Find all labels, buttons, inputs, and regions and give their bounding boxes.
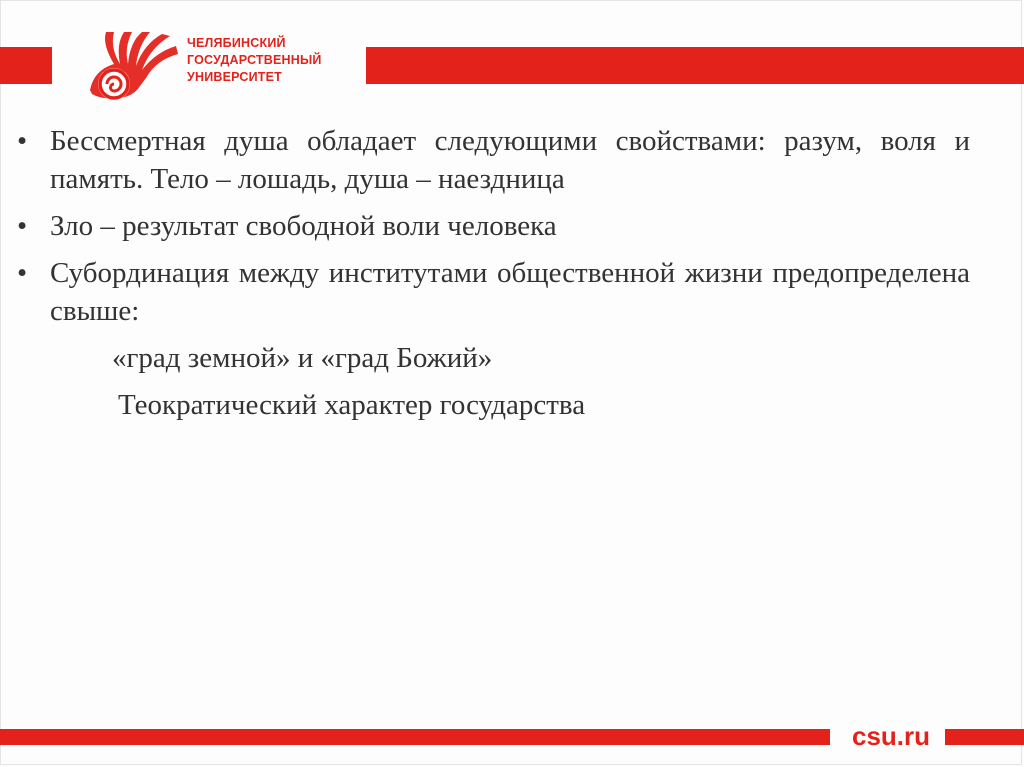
footer-bar-right (945, 729, 1024, 745)
university-name-line-3: УНИВЕРСИТЕТ (187, 70, 282, 84)
university-name (187, 35, 322, 86)
bullet-marker: • (17, 125, 28, 157)
bullet-marker: • (17, 257, 28, 289)
bullet-text: Бессмертная душа обладает следующими свойствами: разум, воля и память. Тело – лошадь, душа – наездница (50, 125, 970, 195)
slide-content (17, 122, 970, 433)
bullet-item (17, 122, 970, 198)
footer-site-link[interactable]: csu.ru (852, 721, 931, 751)
header-bar-left (0, 47, 52, 84)
bullet-marker: • (17, 210, 28, 242)
bullet-text: Субординация между институтами общественной жизни предопределена свыше: (50, 257, 970, 327)
bullet-text: Зло – результат свободной воли человека (50, 210, 557, 242)
footer-bar-left (0, 729, 830, 745)
university-name-line-2: ГОСУДАРСТВЕННЫЙ (187, 53, 322, 67)
spiral-shell-logo-icon (80, 30, 180, 102)
university-name-line-1: ЧЕЛЯБИНСКИЙ (187, 36, 286, 50)
bullet-item (17, 207, 970, 245)
sub-item: «град земной» и «град Божий» (112, 342, 493, 374)
bullet-item (17, 254, 970, 330)
header-bar-right (366, 47, 1024, 84)
sub-item: Теократический характер государства (118, 389, 586, 421)
